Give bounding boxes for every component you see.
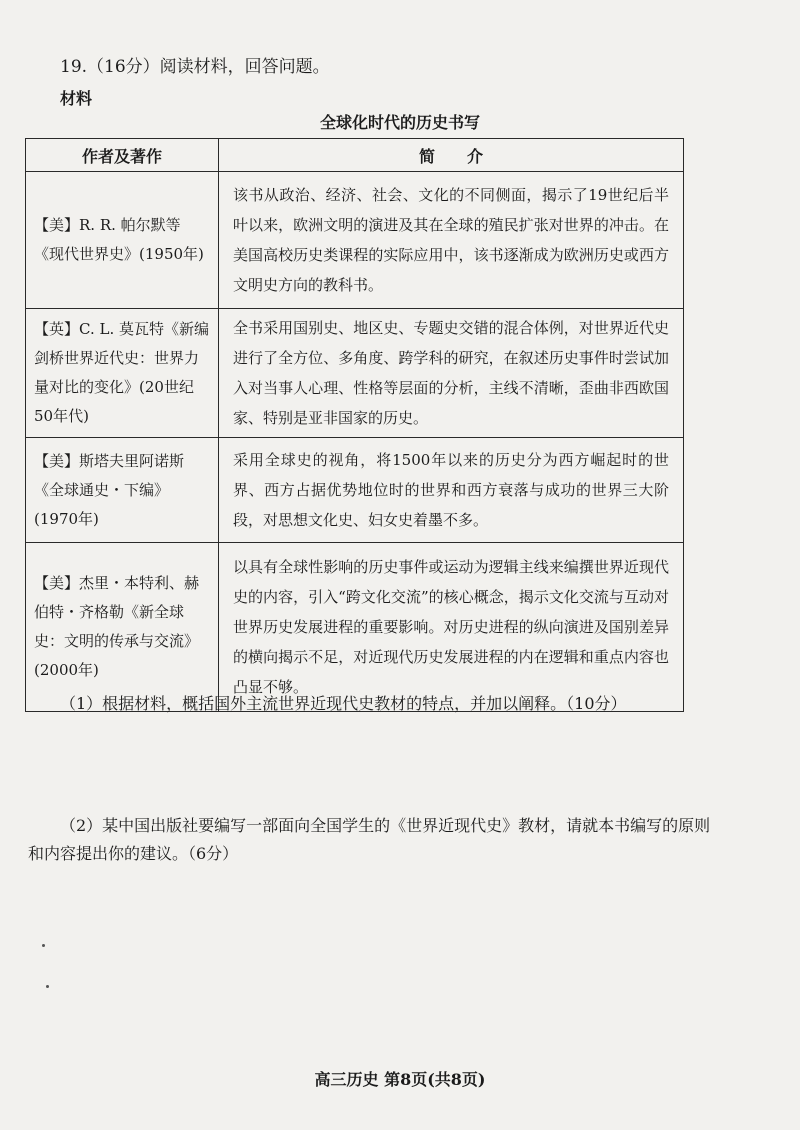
- table-row: [26, 438, 684, 543]
- author-cell: 【美】斯塔夫里阿诺斯《全球通史・下编》(1970年): [26, 438, 219, 543]
- material-label: 材料: [60, 89, 93, 108]
- intro-cell: 采用全球史的视角，将1500年以来的历史分为西方崛起时的世界、西方占据优势地位时的世界和西方衰落与成功的世界三大阶段，对思想文化史、妇女史着墨不多。: [219, 438, 684, 543]
- sub-question-1: （1）根据材料，概括国外主流世界近现代史教材的特点，并加以阐释。（10分）: [60, 694, 627, 713]
- table-header-row: [26, 139, 684, 172]
- book-table: [25, 138, 684, 712]
- table-row: [26, 309, 684, 438]
- author-cell: 【英】C. L. 莫瓦特《新编剑桥世界近代史：世界力量对比的变化》(20世纪50年代): [26, 309, 219, 438]
- author-cell: 【美】R. R. 帕尔默等《现代世界史》(1950年): [26, 172, 219, 309]
- table-row: [26, 172, 684, 309]
- intro-cell: 该书从政治、经济、社会、文化的不同侧面，揭示了19世纪后半叶以来，欧洲文明的演进及其在全球的殖民扩张对世界的冲击。在美国高校历史类课程的实际应用中，该书逐渐成为欧洲历史或西方文明史方向的教科书。: [219, 172, 684, 309]
- speck-mark: [42, 944, 45, 947]
- intro-cell: 全书采用国别史、地区史、专题史交错的混合体例，对世界近代史进行了全方位、多角度、跨学科的研究，在叙述历史事件时尝试加入对当事人心理、性格等层面的分析，主线不清晰，歪曲非西欧国家、特别是亚非国家的历史。: [219, 309, 684, 438]
- table-title: 全球化时代的历史书写: [319, 113, 480, 132]
- table-row: [26, 543, 684, 712]
- header-author: 作者及著作: [26, 139, 219, 172]
- intro-cell: 以具有全球性影响的历史事件或运动为逻辑主线来编撰世界近现代史的内容，引入“跨文化交流”的核心概念，揭示文化交流与互动对世界历史发展进程的重要影响。对历史进程的纵向演进及国别差异的横向揭示不足，对近现代历史发展进程的内在逻辑和重点内容也凸显不够。: [219, 543, 684, 712]
- question-header: 19.（16分）阅读材料，回答问题。: [60, 57, 330, 77]
- page-footer: 高三历史 第8页(共8页): [314, 1070, 486, 1089]
- author-cell: 【美】杰里・本特利、赫伯特・齐格勒《新全球史：文明的传承与交流》(2000年): [26, 543, 219, 712]
- sub-question-2: （2）某中国出版社要编写一部面向全国学生的《世界近现代史》教材，请就本书编写的原则和内容提出你的建议。（6分）: [28, 816, 711, 863]
- speck-mark: [46, 985, 49, 988]
- header-intro: 简 介: [219, 139, 684, 172]
